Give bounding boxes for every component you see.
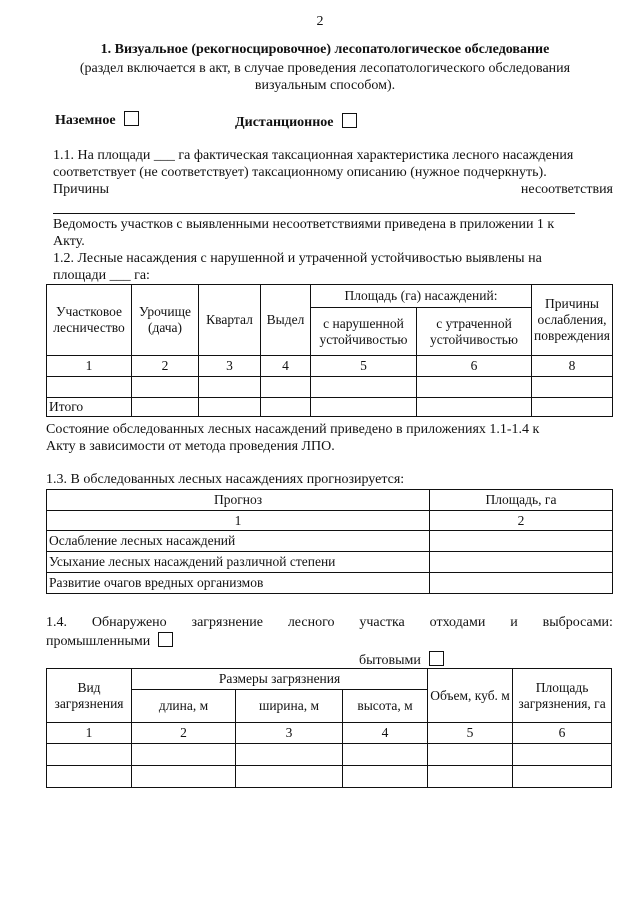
header-length: длина, м [132, 690, 236, 723]
header-width: ширина, м [236, 690, 343, 723]
col-number: 2 [132, 723, 236, 744]
remote-label: Дистанционное [235, 115, 334, 130]
table-cell[interactable] [236, 766, 343, 788]
col-number: 3 [199, 356, 261, 377]
col-number: 4 [261, 356, 311, 377]
pollution-table [46, 668, 612, 788]
table-cell[interactable] [417, 398, 532, 417]
col-number: 5 [311, 356, 417, 377]
section-subtitle [40, 60, 610, 94]
forecast-pests: Развитие очагов вредных организмов [47, 573, 430, 594]
p1-4-word: 1.4. [46, 615, 67, 630]
appendix-note [53, 216, 613, 250]
ground-label: Наземное [55, 113, 116, 128]
col-number: 1 [47, 511, 430, 531]
table-cell[interactable] [430, 573, 613, 594]
table-cell[interactable] [47, 377, 132, 398]
table-cell[interactable] [513, 766, 612, 788]
table-cell[interactable] [430, 531, 613, 552]
p1-4-word: лесного [287, 615, 335, 630]
state-line-1: Состояние обследованных лесных насаждений приведено в приложениях 1.1-1.4 к [46, 422, 540, 437]
p1-4-word: участка [359, 615, 405, 630]
table-cell[interactable] [132, 377, 199, 398]
paragraph-1-1 [53, 147, 613, 198]
table-row [47, 531, 613, 552]
number-row [47, 356, 613, 377]
p1-4-word: отходами [429, 615, 486, 630]
number-row [47, 723, 612, 744]
header-causes: Причины ослабления, повреждения [532, 285, 613, 356]
appendix-line-2: Акту. [53, 234, 85, 249]
table-cell[interactable] [47, 766, 132, 788]
table-cell[interactable] [199, 398, 261, 417]
causes-fill-line [53, 213, 575, 214]
table-cell[interactable] [261, 398, 311, 417]
appendix-line-1: Ведомость участков с выявленными несоответствиями приведена в приложении 1 к [53, 217, 555, 232]
table-cell[interactable] [132, 744, 236, 766]
page-number: 2 [316, 14, 324, 29]
col-number: 8 [532, 356, 613, 377]
header-quarter: Квартал [199, 285, 261, 356]
industrial-checkbox[interactable] [158, 632, 173, 647]
ground-option [55, 111, 139, 129]
header-tract: Урочище (дача) [132, 285, 199, 356]
table-cell[interactable] [311, 398, 417, 417]
p1-4-word: загрязнение [191, 615, 263, 630]
ground-checkbox[interactable] [124, 111, 139, 126]
p1-1-line-2: соответствует (не соответствует) таксационному описанию (нужное подчеркнуть). [53, 165, 547, 180]
table-row [47, 573, 613, 594]
forecast-drying: Усыхание лесных насаждений различной степени [47, 552, 430, 573]
table-cell[interactable] [430, 552, 613, 573]
col-number: 2 [430, 511, 613, 531]
industrial-option [46, 632, 173, 650]
household-option [359, 651, 444, 669]
table-cell[interactable] [428, 744, 513, 766]
col-number: 1 [47, 356, 132, 377]
p1-4-word: и [510, 615, 518, 630]
header-lost: с утраченной устойчивостью [417, 308, 532, 356]
remote-option [235, 113, 357, 131]
header-size-group: Размеры загрязнения [132, 669, 428, 690]
col-number: 4 [343, 723, 428, 744]
table-cell[interactable] [132, 398, 199, 417]
p1-4-line-1 [46, 614, 613, 631]
state-note [46, 421, 613, 455]
header-forestry: Участковое лесничество [47, 285, 132, 356]
table-cell[interactable] [199, 377, 261, 398]
subtitle-line-1: (раздел включается в акт, в случае проведения лесопатологического обследования [79, 61, 571, 76]
p1-1-line-3 [53, 181, 613, 198]
col-number: 6 [513, 723, 612, 744]
header-volume: Объем, куб. м [428, 669, 513, 723]
header-type: Вид загрязнения [47, 669, 132, 723]
table-cell[interactable] [311, 377, 417, 398]
table-cell[interactable] [532, 377, 613, 398]
table-row [47, 744, 612, 766]
col-number: 2 [132, 356, 199, 377]
table-row [47, 377, 613, 398]
table-cell[interactable] [513, 744, 612, 766]
header-disturbed: с нарушенной устойчивостью [311, 308, 417, 356]
paragraph-1-2 [53, 250, 613, 284]
mismatch-label: несоответствия [520, 182, 613, 197]
p1-3-intro: 1.3. В обследованных лесных насаждениях прогнозируется: [46, 472, 405, 487]
p1-1-line-1: 1.1. На площади ___ га фактическая таксационная характеристика лесного насаждения [53, 148, 574, 163]
col-number: 6 [417, 356, 532, 377]
table-row [47, 552, 613, 573]
col-number: 3 [236, 723, 343, 744]
table-cell[interactable] [428, 766, 513, 788]
stability-table [46, 284, 613, 417]
remote-checkbox[interactable] [342, 113, 357, 128]
p1-4-word: выбросами: [542, 615, 613, 630]
table-cell[interactable] [343, 744, 428, 766]
p1-2-line-1: 1.2. Лесные насаждения с нарушенной и утраченной устойчивостью выявлены на [53, 251, 542, 266]
subtitle-line-2: визуальным способом). [254, 78, 396, 93]
table-cell[interactable] [132, 766, 236, 788]
header-pollution-area: Площадь загрязнения, га [513, 669, 612, 723]
header-forecast: Прогноз [47, 490, 430, 511]
table-cell[interactable] [47, 744, 132, 766]
table-row [47, 766, 612, 788]
col-number: 5 [428, 723, 513, 744]
household-label: бытовыми [359, 653, 421, 668]
header-height: высота, м [343, 690, 428, 723]
industrial-label: промышленными [46, 634, 151, 649]
section-title: 1. Визуальное (рекогносцировочное) лесопатологическое обследование [100, 42, 550, 57]
table-cell[interactable] [236, 744, 343, 766]
col-number: 1 [47, 723, 132, 744]
forecast-weakening: Ослабление лесных насаждений [47, 531, 430, 552]
causes-label: Причины [53, 182, 110, 197]
p1-2-line-2: площади ___ га: [53, 268, 150, 283]
total-label: Итого [47, 398, 132, 417]
header-area-group: Площадь (га) насаждений: [311, 285, 532, 308]
table-cell[interactable] [532, 398, 613, 417]
total-row [47, 398, 613, 417]
table-cell[interactable] [261, 377, 311, 398]
forecast-table [46, 489, 613, 594]
p1-4-word: Обнаружено [91, 615, 167, 630]
header-allotment: Выдел [261, 285, 311, 356]
table-cell[interactable] [343, 766, 428, 788]
household-checkbox[interactable] [429, 651, 444, 666]
header-forecast-area: Площадь, га [430, 490, 613, 511]
table-cell[interactable] [417, 377, 532, 398]
state-line-2: Акту в зависимости от метода проведения ЛПО. [46, 439, 335, 454]
